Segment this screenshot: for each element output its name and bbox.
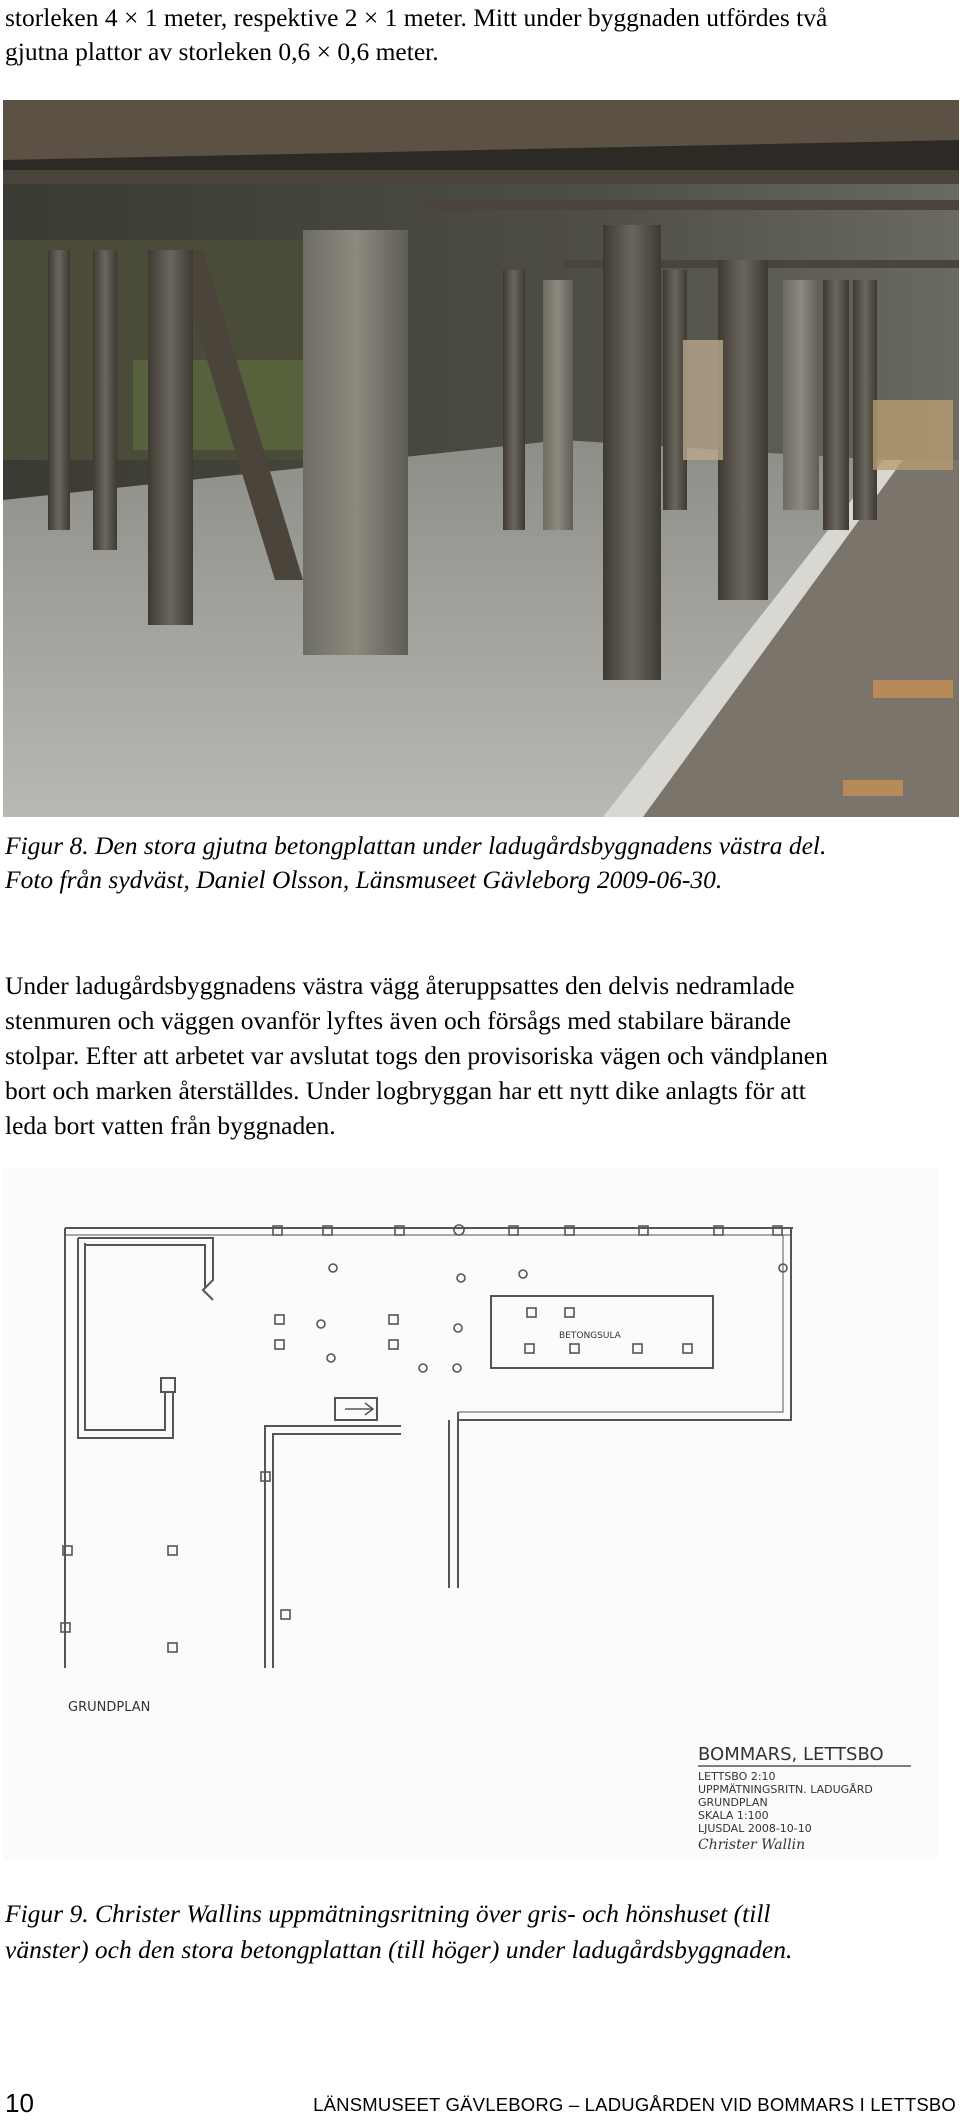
body-line-5: leda bort vatten från byggnaden. xyxy=(5,1111,336,1140)
figure-9-drawing xyxy=(3,1168,938,1860)
title-block-line-6: LJUSDAL 2008-10-10 xyxy=(698,1822,812,1835)
figure-8-caption-line-1: Figur 8. Den stora gjutna betongplattan under ladugårdsbyggnadens västra del. xyxy=(5,831,827,860)
grundplan-label: GRUNDPLAN xyxy=(68,1700,151,1715)
title-block-line-4: GRUNDPLAN xyxy=(698,1796,768,1809)
body-line-1: Under ladugårdsbyggnadens västra vägg återuppsattes den delvis nedramlade xyxy=(5,971,795,1000)
betongsula-label: BETONGSULA xyxy=(559,1331,621,1341)
title-block-line-1: BOMMARS, LETTSBO xyxy=(698,1744,884,1765)
intro-line-1: storleken 4 × 1 meter, respektive 2 × 1 meter. Mitt under byggnaden utfördes två xyxy=(5,3,828,32)
running-title: LÄNSMUSEET GÄVLEBORG – LADUGÅRDEN VID BOMMARS I LETTSBO xyxy=(313,2094,956,2115)
title-block-line-3: UPPMÄTNINGSRITN. LADUGÅRD xyxy=(698,1783,873,1796)
body-line-3: stolpar. Efter att arbetet var avslutat togs den provisoriska vägen och vändplanen xyxy=(5,1041,828,1070)
title-block-line-5: SKALA 1:100 xyxy=(698,1809,769,1822)
page-number: 10 xyxy=(5,2088,34,2118)
figure-8-photo xyxy=(3,100,959,817)
title-block-line-2: LETTSBO 2:10 xyxy=(698,1770,776,1783)
figure-9-caption-line-1: Figur 9. Christer Wallins uppmätningsritning över gris- och hönshuset (till xyxy=(5,1899,771,1928)
figure-9-caption-line-2: vänster) och den stora betongplattan (till höger) under ladugårdsbyggnaden. xyxy=(5,1935,793,1964)
figure-8-caption-line-2: Foto från sydväst, Daniel Olsson, Länsmuseet Gävleborg 2009-06-30. xyxy=(5,865,723,894)
body-line-2: stenmuren och väggen ovanför lyftes även och försågs med stabilare bärande xyxy=(5,1006,791,1035)
signature: Christer Wallin xyxy=(698,1837,806,1853)
body-line-4: bort och marken återställdes. Under logbryggan har ett nytt dike anlagts för att xyxy=(5,1076,806,1105)
intro-line-2: gjutna plattor av storleken 0,6 × 0,6 meter. xyxy=(5,37,439,66)
